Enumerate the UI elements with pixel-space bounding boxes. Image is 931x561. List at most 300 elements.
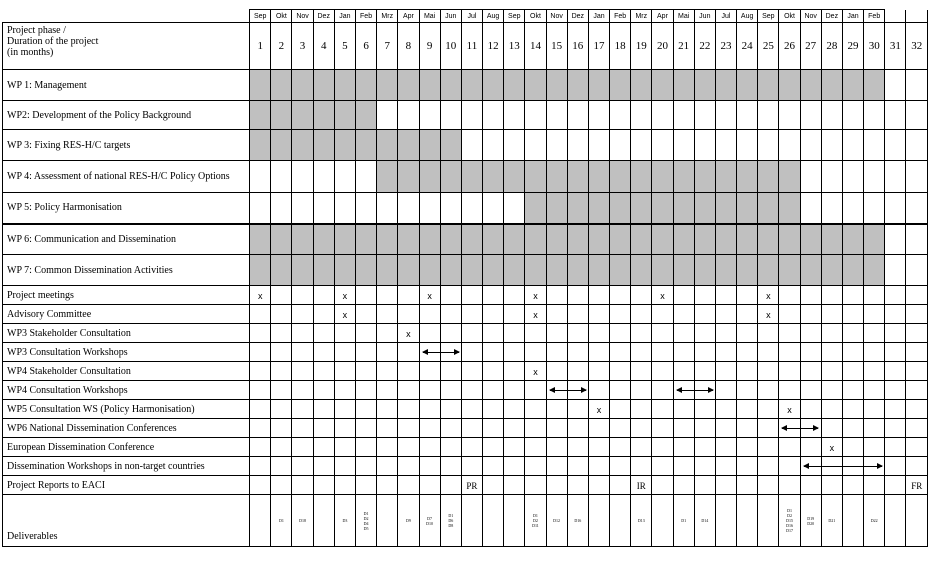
event-cell (842, 343, 863, 362)
gantt-bar-cell (821, 224, 842, 255)
month-number: 31 (885, 23, 906, 70)
event-cell (461, 476, 482, 495)
event-cell (737, 324, 758, 343)
event-cell (355, 324, 376, 343)
event-cell (758, 343, 779, 362)
event-cell (377, 438, 398, 457)
deliverable-cell (525, 495, 546, 547)
event-cell (715, 305, 736, 324)
gantt-cell (652, 130, 673, 161)
event-cell (694, 438, 715, 457)
gantt-bar-cell (631, 224, 652, 255)
gantt-cell (906, 130, 928, 161)
gantt-cell (334, 193, 355, 224)
gantt-cell (673, 130, 694, 161)
event-cell (440, 381, 461, 400)
gantt-bar-cell (440, 255, 461, 286)
deliverable-cell (800, 495, 821, 547)
gantt-bar-cell (419, 255, 440, 286)
month-label: Sep (504, 10, 525, 23)
event-cell (737, 400, 758, 419)
event-cell (694, 286, 715, 305)
event-cell (906, 286, 928, 305)
event-label: European Dissemination Conference (3, 438, 250, 457)
gantt-cell (737, 101, 758, 130)
gantt-cell (906, 161, 928, 193)
gantt-cell (779, 101, 800, 130)
month-label (885, 10, 906, 23)
event-cell (483, 381, 504, 400)
event-cell (525, 438, 546, 457)
event-cell (567, 476, 588, 495)
event-cell (461, 438, 482, 457)
deliverable-code: D17 (786, 528, 793, 533)
gantt-bar-cell (440, 70, 461, 101)
deliverable-cell (461, 495, 482, 547)
event-cell (292, 305, 313, 324)
event-cell (483, 476, 504, 495)
event-cell (483, 305, 504, 324)
gantt-bar-cell (673, 70, 694, 101)
month-label: Apr (652, 10, 673, 23)
event-cell (419, 476, 440, 495)
event-cell (567, 419, 588, 438)
event-cell (737, 305, 758, 324)
deliverable-code: D4 (363, 520, 369, 526)
gantt-bar-cell (355, 70, 376, 101)
event-cell (377, 343, 398, 362)
event-cell (398, 457, 419, 476)
gantt-bar-cell (377, 255, 398, 286)
deliverable-code: D2 (363, 515, 369, 521)
event-marker: x (533, 291, 538, 301)
gantt-bar-cell (398, 161, 419, 193)
gantt-cell (779, 130, 800, 161)
event-cell (610, 476, 631, 495)
event-cell (864, 438, 885, 457)
gantt-bar-cell (271, 101, 292, 130)
event-cell (588, 419, 609, 438)
event-cell (440, 400, 461, 419)
event-marker: x (533, 367, 538, 377)
month-number: 28 (821, 23, 842, 70)
event-cell (842, 457, 863, 476)
event-cell (906, 400, 928, 419)
deliverable-cell (631, 495, 652, 547)
gantt-bar-cell (652, 70, 673, 101)
gantt-cell (906, 70, 928, 101)
gantt-bar-cell (842, 255, 863, 286)
gantt-bar-cell (313, 70, 334, 101)
gantt-cell (885, 130, 906, 161)
event-cell (483, 286, 504, 305)
event-cell (673, 381, 694, 400)
deliverable-code: D3 (342, 518, 348, 523)
gantt-cell (864, 193, 885, 224)
event-cell (610, 362, 631, 381)
gantt-cell (885, 224, 906, 255)
event-marker: x (766, 291, 771, 301)
gantt-cell (885, 70, 906, 101)
gantt-bar-cell (737, 255, 758, 286)
event-cell (419, 438, 440, 457)
event-cell (588, 476, 609, 495)
event-cell (631, 305, 652, 324)
event-cell (631, 400, 652, 419)
gantt-bar-cell (546, 70, 567, 101)
event-cell (334, 343, 355, 362)
gantt-cell (377, 101, 398, 130)
event-cell (398, 400, 419, 419)
deliverables-label: Deliverables (3, 495, 250, 547)
month-label: Mai (419, 10, 440, 23)
gantt-bar-cell (673, 161, 694, 193)
event-cell (673, 362, 694, 381)
event-cell (842, 324, 863, 343)
deliverable-code: D22 (870, 518, 878, 523)
event-cell (355, 286, 376, 305)
gantt-bar-cell (398, 224, 419, 255)
gantt-cell (250, 161, 271, 193)
deliverable-code: D16 (574, 518, 582, 523)
month-label: Nov (800, 10, 821, 23)
event-cell (334, 419, 355, 438)
event-cell (758, 419, 779, 438)
event-cell (631, 438, 652, 457)
event-row (3, 362, 928, 381)
event-cell (821, 400, 842, 419)
event-cell (546, 381, 567, 400)
event-cell (588, 286, 609, 305)
event-cell (779, 381, 800, 400)
month-label: Jul (461, 10, 482, 23)
event-cell (504, 343, 525, 362)
event-row (3, 457, 928, 476)
gantt-bar-cell (377, 70, 398, 101)
gantt-bar-cell (694, 193, 715, 224)
event-cell (842, 400, 863, 419)
deliverable-cell (355, 495, 376, 547)
event-cell (821, 305, 842, 324)
event-cell (377, 286, 398, 305)
event-cell (271, 286, 292, 305)
gantt-bar-cell (800, 255, 821, 286)
deliverable-code: D16 (786, 523, 793, 528)
event-cell (250, 324, 271, 343)
event-cell (864, 457, 885, 476)
gantt-cell (821, 161, 842, 193)
event-cell (652, 286, 673, 305)
event-cell (864, 324, 885, 343)
gantt-cell (864, 130, 885, 161)
event-cell (906, 438, 928, 457)
duration-header (3, 23, 250, 70)
gantt-cell (885, 101, 906, 130)
gantt-bar-cell (250, 255, 271, 286)
gantt-bar-cell (567, 70, 588, 101)
gantt-bar-cell (779, 255, 800, 286)
event-cell (461, 305, 482, 324)
event-cell (842, 476, 863, 495)
event-cell (842, 419, 863, 438)
month-number: 8 (398, 23, 419, 70)
event-cell (504, 362, 525, 381)
deliverable-code: D19 (807, 515, 815, 521)
gantt-cell (885, 255, 906, 286)
event-cell (271, 305, 292, 324)
work-package-label: WP 1: Management (3, 70, 250, 101)
month-number: 25 (758, 23, 779, 70)
event-cell (398, 381, 419, 400)
event-cell (800, 381, 821, 400)
month-label: Okt (779, 10, 800, 23)
work-package-row (3, 101, 928, 130)
month-number-row (3, 23, 928, 70)
event-cell (419, 381, 440, 400)
event-cell (271, 476, 292, 495)
month-label: Feb (355, 10, 376, 23)
gantt-bar-cell (588, 193, 609, 224)
event-cell (271, 457, 292, 476)
event-row (3, 286, 928, 305)
event-cell (737, 343, 758, 362)
deliverable-cell (758, 495, 779, 547)
gantt-cell (292, 161, 313, 193)
event-cell (250, 476, 271, 495)
gantt-bar-cell (694, 255, 715, 286)
event-cell (504, 324, 525, 343)
event-label: WP3 Stakeholder Consultation (3, 324, 250, 343)
work-package-label: WP 6: Communication and Dissemination (3, 224, 250, 255)
gantt-cell (440, 193, 461, 224)
event-cell (461, 457, 482, 476)
deliverable-code: D8 (448, 523, 454, 528)
event-row (3, 438, 928, 457)
gantt-bar-cell (610, 161, 631, 193)
event-marker: x (342, 291, 348, 301)
event-cell (842, 438, 863, 457)
event-cell (271, 381, 292, 400)
event-cell (800, 419, 821, 438)
event-cell (715, 457, 736, 476)
event-cell (631, 476, 652, 495)
deliverable-cell (610, 495, 631, 547)
gantt-bar-cell (334, 101, 355, 130)
event-cell (483, 362, 504, 381)
event-cell (250, 457, 271, 476)
work-package-label: WP 3: Fixing RES-H/C targets (3, 130, 250, 161)
event-cell (800, 343, 821, 362)
deliverable-code: D1 (787, 508, 792, 513)
event-cell (313, 400, 334, 419)
event-cell (906, 381, 928, 400)
event-cell (419, 286, 440, 305)
event-cell (758, 381, 779, 400)
event-cell (334, 305, 355, 324)
gantt-cell (737, 130, 758, 161)
work-package-row (3, 70, 928, 101)
work-package-label: WP 4: Assessment of national RES-H/C Policy Options (3, 161, 250, 193)
event-cell (525, 476, 546, 495)
gantt-cell (334, 161, 355, 193)
gantt-bar-cell (610, 255, 631, 286)
gantt-bar-cell (631, 161, 652, 193)
gantt-bar-cell (864, 70, 885, 101)
event-cell (885, 381, 906, 400)
event-cell (652, 476, 673, 495)
event-cell (631, 381, 652, 400)
gantt-bar-cell (355, 101, 376, 130)
event-cell (864, 419, 885, 438)
event-cell (588, 457, 609, 476)
event-cell (779, 400, 800, 419)
gantt-bar-cell (440, 161, 461, 193)
deliverable-code: D12 (553, 518, 561, 523)
gantt-bar-cell (334, 130, 355, 161)
event-cell (800, 362, 821, 381)
event-cell (885, 438, 906, 457)
gantt-cell (440, 101, 461, 130)
month-label: Nov (546, 10, 567, 23)
event-cell (546, 324, 567, 343)
gantt-bar-cell (504, 255, 525, 286)
gantt-cell (694, 130, 715, 161)
gantt-bar-cell (715, 70, 736, 101)
event-cell (715, 324, 736, 343)
event-cell (885, 343, 906, 362)
gantt-bar-cell (419, 130, 440, 161)
event-cell (377, 457, 398, 476)
event-cell (737, 362, 758, 381)
deliverable-cell (440, 495, 461, 547)
month-label: Apr (398, 10, 419, 23)
event-cell (567, 324, 588, 343)
gantt-bar-cell (652, 255, 673, 286)
event-marker: x (787, 405, 792, 415)
gantt-bar-cell (504, 161, 525, 193)
gantt-bar-cell (313, 255, 334, 286)
gantt-bar-cell (588, 224, 609, 255)
gantt-bar-cell (652, 224, 673, 255)
gantt-bar-cell (610, 70, 631, 101)
event-cell (334, 286, 355, 305)
event-cell (483, 419, 504, 438)
event-cell (737, 457, 758, 476)
event-cell (779, 362, 800, 381)
gantt-cell (610, 130, 631, 161)
event-cell (758, 286, 779, 305)
work-package-label: WP 5: Policy Harmonisation (3, 193, 250, 224)
event-cell (779, 419, 800, 438)
event-cell (313, 286, 334, 305)
month-number: 9 (419, 23, 440, 70)
gantt-bar-cell (377, 161, 398, 193)
work-package-row (3, 193, 928, 224)
event-cell (504, 419, 525, 438)
report-code: FR (911, 481, 923, 491)
month-number: 10 (440, 23, 461, 70)
event-cell (800, 324, 821, 343)
event-cell (440, 476, 461, 495)
deliverable-cell (885, 495, 906, 547)
event-cell (610, 324, 631, 343)
month-number: 30 (864, 23, 885, 70)
event-cell (250, 305, 271, 324)
event-cell (377, 476, 398, 495)
event-cell (355, 400, 376, 419)
event-cell (546, 305, 567, 324)
event-cell (419, 362, 440, 381)
event-cell (377, 419, 398, 438)
event-marker: x (766, 310, 771, 320)
event-cell (821, 438, 842, 457)
event-cell (504, 457, 525, 476)
gantt-bar-cell (694, 161, 715, 193)
gantt-cell (313, 161, 334, 193)
event-cell (334, 362, 355, 381)
month-number: 27 (800, 23, 821, 70)
event-cell (588, 324, 609, 343)
gantt-cell (355, 161, 376, 193)
report-code: IR (636, 481, 646, 491)
event-cell (610, 305, 631, 324)
gantt-bar-cell (631, 70, 652, 101)
event-cell (271, 324, 292, 343)
event-cell (652, 324, 673, 343)
event-cell (715, 476, 736, 495)
deliverable-cell (588, 495, 609, 547)
month-label: Okt (525, 10, 546, 23)
deliverable-cell (821, 495, 842, 547)
event-cell (567, 362, 588, 381)
event-cell (271, 400, 292, 419)
deliverable-cell (250, 495, 271, 547)
gantt-cell (885, 193, 906, 224)
event-cell (758, 457, 779, 476)
gantt-bar-cell (419, 224, 440, 255)
deliverable-cell (377, 495, 398, 547)
event-cell (440, 419, 461, 438)
event-cell (292, 476, 313, 495)
gantt-bar-cell (461, 224, 482, 255)
gantt-bar-cell (483, 224, 504, 255)
event-cell (355, 362, 376, 381)
gantt-bar-cell (758, 224, 779, 255)
event-cell (271, 343, 292, 362)
month-label: Sep (250, 10, 271, 23)
gantt-cell (715, 101, 736, 130)
event-cell (906, 476, 928, 495)
event-cell (292, 324, 313, 343)
gantt-bar-cell (292, 224, 313, 255)
deliverable-cell (313, 495, 334, 547)
deliverable-cell (398, 495, 419, 547)
deliverable-cell (715, 495, 736, 547)
event-marker: x (533, 310, 538, 320)
event-cell (673, 343, 694, 362)
event-cell (610, 438, 631, 457)
event-cell (652, 305, 673, 324)
gantt-bar-cell (652, 193, 673, 224)
month-label: Okt (271, 10, 292, 23)
gantt-bar-cell (250, 101, 271, 130)
deliverable-code: D5 (363, 525, 369, 531)
event-cell (567, 438, 588, 457)
gantt-bar-cell (271, 224, 292, 255)
event-cell (419, 305, 440, 324)
gantt-cell (419, 193, 440, 224)
event-cell (355, 305, 376, 324)
